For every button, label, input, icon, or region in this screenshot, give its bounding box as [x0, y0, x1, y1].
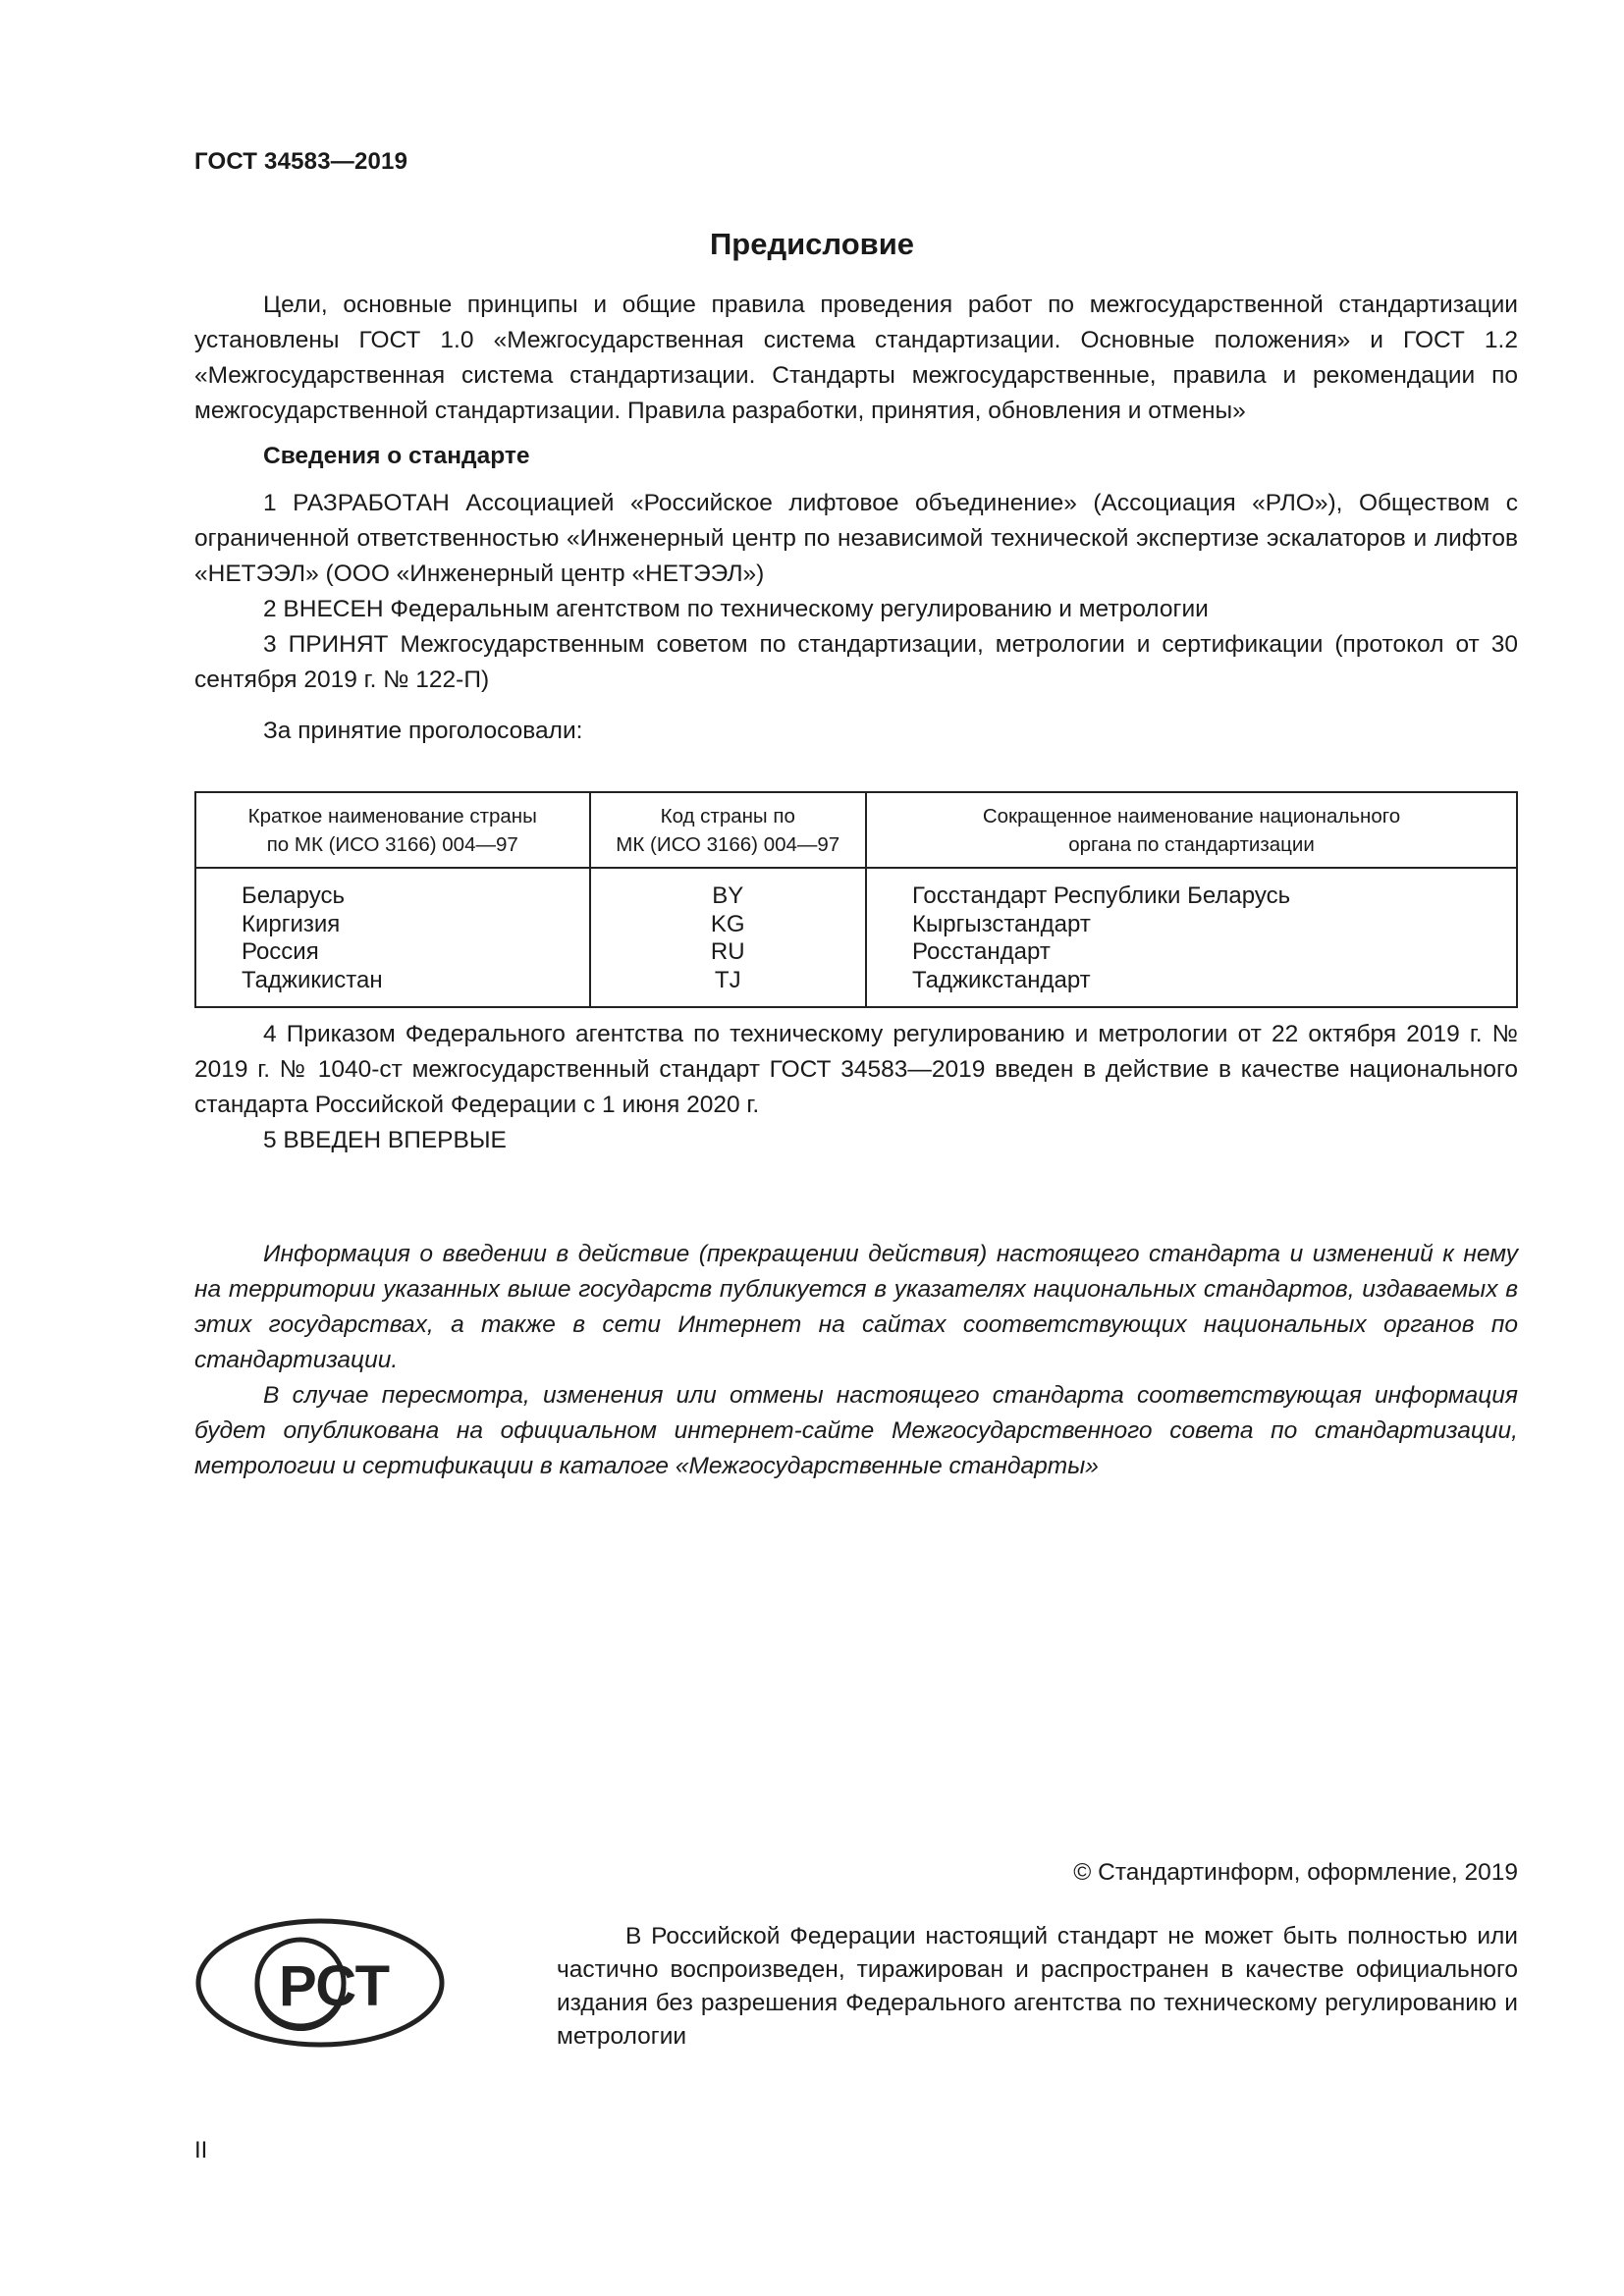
- reproduction-notice: В Российской Федерации настоящий стандарт не может быть полностью или частично воспроизведен, тиражирован и распространен в качестве официального издания без разрешения Федерального агентства по техническому регулированию и метрологии: [557, 1923, 1518, 2050]
- body-cell: Госстандарт Республики Беларусь: [866, 882, 1517, 911]
- voting-countries-table: [194, 791, 1518, 1008]
- document-code-header: ГОСТ 34583—2019: [194, 148, 408, 175]
- info-notice-block: [194, 1237, 1518, 1484]
- table-row: [195, 938, 1517, 967]
- column-header-code: Код страны по МК (ИСО 3166) 004—97: [590, 792, 867, 868]
- country-cell: Таджикистан: [195, 967, 590, 995]
- country-cell: Беларусь: [195, 882, 590, 911]
- vote-label: За принятие проголосовали:: [263, 718, 583, 744]
- column-header-country: Краткое наименование страны по МК (ИСО 3166) 004—97: [195, 792, 590, 868]
- page-number: II: [194, 2137, 208, 2163]
- table-row: [195, 882, 1517, 911]
- code-cell: RU: [590, 938, 867, 967]
- body-cell: Росстандарт: [866, 938, 1517, 967]
- code-cell: TJ: [590, 967, 867, 995]
- rst-certification-mark-icon: [194, 1917, 446, 2049]
- code-cell: BY: [590, 882, 867, 911]
- column-header-body: Сокращенное наименование национального органа по стандартизации: [866, 792, 1517, 868]
- intro-paragraph: Цели, основные принципы и общие правила проведения работ по межгосударственной стандартизации установлены ГОСТ 1.0 «Межгосударственная система стандартизации. Основные положения» и ГОСТ 1.2 «Межгосударственная система стандартизации. Стандарты межгосударственные, правила и рекомендации по межгосударственной стандартизации. Правила разработки, принятия, обновления и отмены»: [194, 292, 1518, 424]
- page-title: Предисловие: [709, 227, 914, 261]
- body-cell: Кыргызстандарт: [866, 911, 1517, 939]
- body-cell: Таджикстандарт: [866, 967, 1517, 995]
- country-cell: Россия: [195, 938, 590, 967]
- standard-info-heading: Сведения о стандарте: [263, 443, 530, 469]
- info-notice-revision: В случае пересмотра, изменения или отмены настоящего стандарта соответствующая информация будет опубликована на официальном интернет-сайте Межгосударственного совета по стандартизации, метрологии и сертификации в каталоге «Межгосударственные стандарты»: [194, 1382, 1518, 1479]
- item-developed: 1 РАЗРАБОТАН Ассоциацией «Российское лифтовое объединение» (Ассоциация «РЛО»), Обществом с ограниченной ответственностью «Инженерный центр по независимой технической экспертизе эскалаторов и лифтов «НЕТЭЭЛ» (ООО «Инженерный центр «НЕТЭЭЛ»): [194, 490, 1518, 587]
- info-notice-publication: Информация о введении в действие (прекращении действия) настоящего стандарта и изменений к нему на территории указанных выше государств публикуется в указателях национальных стандартов, издаваемых в этих государствах, а также в сети Интернет на сайтах соответствующих национальных органов по стандартизации.: [194, 1241, 1518, 1373]
- enactment-block: [194, 1017, 1518, 1158]
- item-enacted: 4 Приказом Федерального агентства по техническому регулированию и метрологии от 22 октября 2019 г. № 2019 г. № 1040-ст межгосударственный стандарт ГОСТ 34583—2019 введен в действие в качестве национального стандарта Российской Федерации с 1 июня 2020 г.: [194, 1021, 1518, 1118]
- item-introduced: 2 ВНЕСЕН Федеральным агентством по техническому регулированию и метрологии: [263, 596, 1209, 622]
- table-row: [195, 967, 1517, 995]
- table-header-row: [195, 792, 1517, 868]
- intro-block: [194, 288, 1518, 749]
- copyright-line: © Стандартинформ, оформление, 2019: [1073, 1859, 1518, 1886]
- item-adopted: 3 ПРИНЯТ Межгосударственным советом по стандартизации, метрологии и сертификации (протокол от 30 сентября 2019 г. № 122-П): [194, 631, 1518, 693]
- logo-letters: РСТ: [279, 1954, 391, 2018]
- code-cell: KG: [590, 911, 867, 939]
- country-cell: Киргизия: [195, 911, 590, 939]
- table-row: [195, 911, 1517, 939]
- item-first-introduced: 5 ВВЕДЕН ВПЕРВЫЕ: [263, 1127, 507, 1153]
